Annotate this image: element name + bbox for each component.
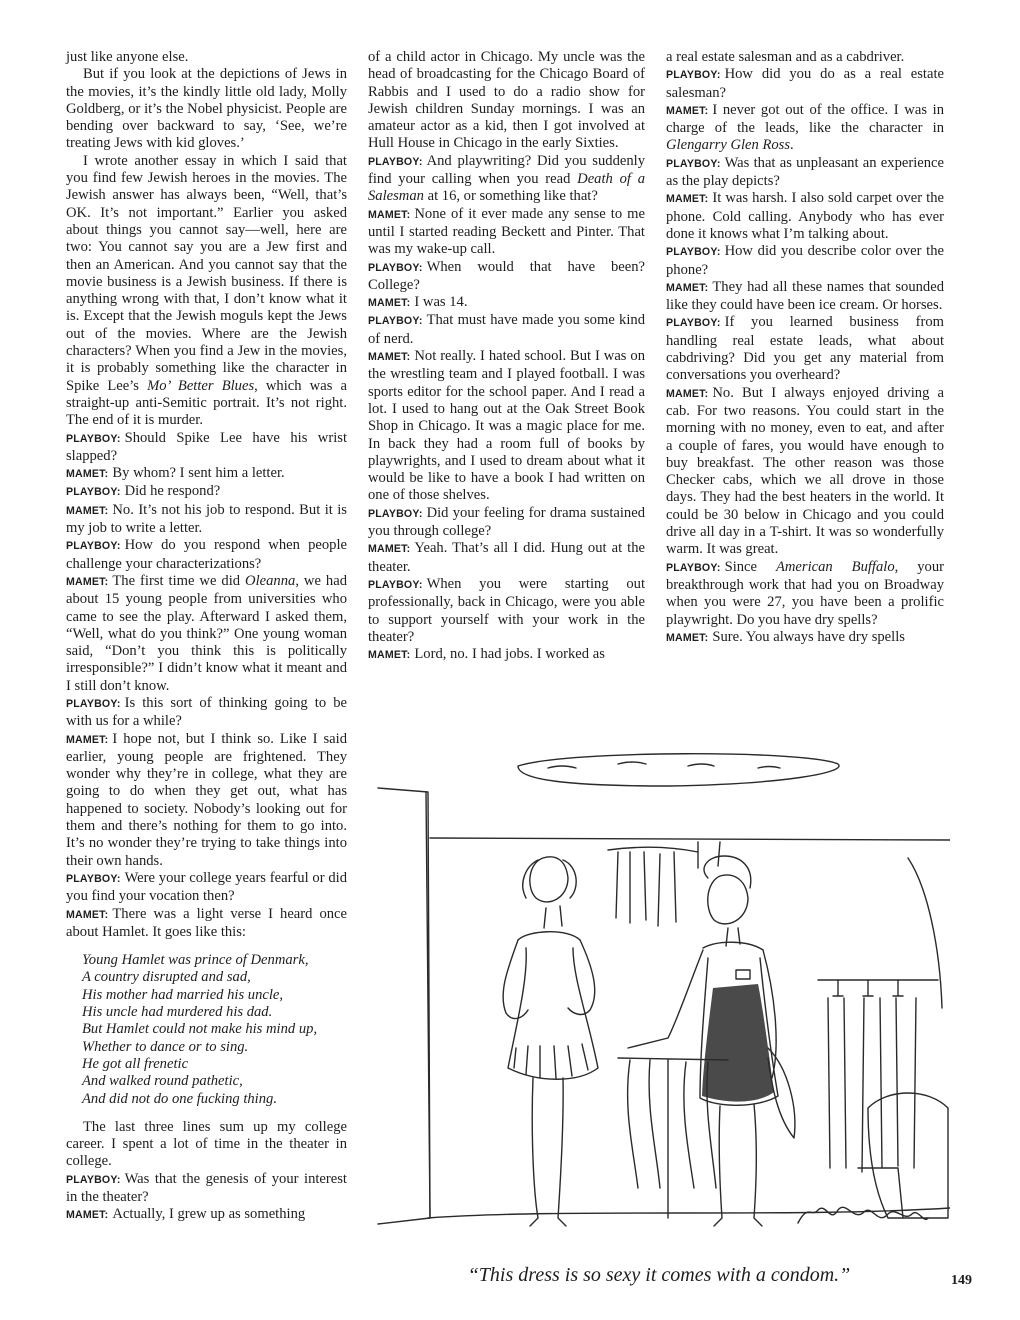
paragraph-text: How do you respond when people challenge your characterizations? bbox=[66, 537, 347, 572]
paragraph-text: That must have made you some kind of nerd. bbox=[368, 312, 645, 347]
paragraph-text: Sure. You always have dry spells bbox=[712, 628, 905, 645]
italic-title: Death of a Salesman bbox=[368, 171, 645, 205]
paragraph-text: No. But I always enjoyed driving a cab. For two reasons. You could start in the morning with no money, even to eat, and after a couple of fares, you would have enough to buy breakfast. The other reason was those Checker cabs, which we all drove in those days. They had the best heaters in the world. It could be 30 below in Chicago and you could drive all day in a T-shirt. It was so wonderfully warm. It was great. bbox=[666, 384, 944, 558]
speaker-mamet: MAMET: bbox=[66, 504, 109, 517]
interview-paragraph bbox=[666, 559, 944, 629]
speaker-playboy: PLAYBOY: bbox=[368, 507, 423, 520]
paragraph-text: Was that as unpleasant an experience as the play depicts? bbox=[666, 154, 944, 190]
interview-paragraph bbox=[66, 1171, 347, 1207]
speaker-mamet: MAMET: bbox=[66, 733, 109, 746]
speaker-playboy: PLAYBOY: bbox=[66, 432, 121, 445]
speaker-playboy: PLAYBOY: bbox=[368, 155, 423, 168]
speaker-mamet: MAMET: bbox=[666, 193, 709, 206]
paragraph-text: But if you look at the depictions of Jews in the movies, it’s the kindly little old lady, Molly Goldberg, or it’s the Nobel physicist. People are bending over backward to say, ‘See, we’re treating Jews with kid gloves.’ bbox=[66, 66, 347, 152]
paragraph-text: Since bbox=[724, 558, 776, 575]
paragraph-text: Not really. I hated school. But I was on the wrestling team and I played football. I was sports editor for the school paper. And I read a lot. I used to hang out at the Oak Street Book Shop in Chicago. It was a magic place for me. In back they had a room full of books by playwrights, and I used to dream about what it would be like to have a book I had written on one of those shelves. bbox=[368, 348, 645, 504]
paragraph-text: , which was a straight-up anti-Semitic portrait. It’s not right. The end of it is murder. bbox=[66, 377, 347, 429]
speaker-playboy: PLAYBOY: bbox=[66, 540, 121, 553]
speaker-mamet: MAMET: bbox=[66, 908, 109, 921]
interview-paragraph bbox=[666, 66, 944, 102]
paragraph-text: , we had about 15 young people from universities who came to see the play. Afterward I asked them, “Well, what do you think?” One young woman said, “Don’t you think this is politically irresponsible?” I didn’t know what it meant and I still don’t know. bbox=[66, 572, 347, 694]
interview-paragraph bbox=[666, 243, 944, 279]
paragraph-text: And playwriting? Did you suddenly find your calling when you read bbox=[368, 152, 645, 188]
paragraph-text: Should Spike Lee have his wrist slapped? bbox=[66, 429, 347, 464]
interview-paragraph bbox=[66, 430, 347, 466]
interview-paragraph bbox=[368, 312, 645, 348]
paragraph-text: When you were starting out professionally, back in Chicago, were you able to support yourself with your work in the theater? bbox=[368, 575, 645, 645]
speaker-playboy: PLAYBOY: bbox=[666, 317, 721, 330]
speaker-mamet: MAMET: bbox=[368, 208, 411, 221]
text-column-1 bbox=[66, 49, 347, 1225]
paragraph-text: just like anyone else. bbox=[66, 49, 189, 65]
speaker-playboy: PLAYBOY: bbox=[666, 69, 721, 82]
interview-paragraph bbox=[666, 385, 944, 559]
body-paragraph bbox=[66, 153, 347, 430]
paragraph-text: Is this sort of thinking going to be with us for a while? bbox=[66, 694, 347, 730]
interview-paragraph bbox=[666, 279, 944, 315]
interview-paragraph bbox=[368, 576, 645, 646]
paragraph-text: By whom? I sent him a letter. bbox=[112, 465, 285, 482]
verse-line: He got all frenetic bbox=[82, 1055, 189, 1072]
speaker-playboy: PLAYBOY: bbox=[666, 561, 721, 574]
interview-paragraph bbox=[66, 573, 347, 695]
speaker-mamet: MAMET: bbox=[666, 281, 709, 294]
speaker-mamet: MAMET: bbox=[368, 351, 411, 364]
interview-paragraph bbox=[368, 259, 645, 295]
paragraph-text: Did your feeling for drama sustained you through college? bbox=[368, 504, 645, 540]
speaker-playboy: PLAYBOY: bbox=[666, 157, 721, 170]
paragraph-text: Yeah. That’s all I did. Hung out at the theater. bbox=[368, 540, 645, 575]
interview-paragraph bbox=[66, 906, 347, 942]
verse-line: A country disrupted and sad, bbox=[82, 969, 251, 986]
body-paragraph bbox=[66, 49, 347, 66]
verse-line: Young Hamlet was prince of Denmark, bbox=[82, 952, 309, 969]
interview-paragraph bbox=[66, 1206, 347, 1224]
interview-paragraph bbox=[368, 294, 645, 312]
interview-paragraph bbox=[66, 870, 347, 906]
paragraph-text: No. It’s not his job to respond. But it is my job to write a letter. bbox=[66, 501, 347, 537]
speaker-mamet: MAMET: bbox=[66, 468, 109, 481]
page-number: 149 bbox=[951, 1273, 972, 1288]
speaker-playboy: PLAYBOY: bbox=[368, 315, 423, 328]
interview-paragraph bbox=[666, 102, 944, 155]
paragraph-text: at 16, or something like that? bbox=[423, 188, 598, 205]
paragraph-text: Lord, no. I had jobs. I worked as bbox=[414, 646, 605, 663]
paragraph-text: How did you do as a real estate salesman? bbox=[666, 66, 944, 101]
text-column-3 bbox=[666, 49, 944, 647]
verse-line: And walked round pathetic, bbox=[82, 1073, 243, 1090]
interview-paragraph bbox=[666, 314, 944, 384]
speaker-playboy: PLAYBOY: bbox=[66, 697, 121, 710]
paragraph-text: If you learned business from handling real estate leads, what about cabdriving? Did you get any material from conversations you overheard? bbox=[666, 314, 944, 384]
speaker-mamet: MAMET: bbox=[66, 575, 109, 588]
paragraph-text: I wrote another essay in which I said that you find few Jewish heroes in the movies. The Jewish answer has always been, “Well, that’s OK. It’s not important.” Earlier you asked about things you cannot say—well, here are two: You cannot say you are a Jew first and then an American. And you cannot say that the movie business is a Jewish business. If there is anything wrong with that, I don’t know what it is. Except that the Jewish moguls kept the Jews out of the movies. Where are the Jewish characters? When you find a Jew in the movies, it is probably something like the character in Spike Lee’s bbox=[66, 152, 347, 394]
speaker-mamet: MAMET: bbox=[666, 631, 709, 644]
verse-line: But Hamlet could not make his mind up, bbox=[82, 1021, 318, 1038]
body-paragraph bbox=[368, 49, 645, 153]
interview-paragraph bbox=[66, 695, 347, 731]
speaker-playboy: PLAYBOY: bbox=[66, 486, 121, 499]
cartoon-illustration bbox=[368, 748, 950, 1260]
interview-paragraph bbox=[66, 731, 347, 870]
speaker-playboy: PLAYBOY: bbox=[368, 578, 423, 591]
paragraph-text: a real estate salesman and as a cabdriver. bbox=[666, 49, 905, 65]
paragraph-text: , your breakthrough work that had you on Broadway when you were 27, you have been a prolific playwright. Do you have dry spells? bbox=[666, 558, 944, 628]
paragraph-text: Were your college years fearful or did you find your vocation then? bbox=[66, 869, 347, 905]
speaker-playboy: PLAYBOY: bbox=[66, 872, 121, 885]
paragraph-text: None of it ever made any sense to me until I started reading Beckett and Pinter. That was my wake-up call. bbox=[368, 205, 645, 258]
speaker-mamet: MAMET: bbox=[666, 387, 709, 400]
paragraph-text: They had all these names that sounded like they could have been ice cream. Or horses. bbox=[666, 278, 944, 314]
paragraph-text: I never got out of the office. I was in charge of the leads, like the character in bbox=[666, 101, 944, 137]
paragraph-text: Did he respond? bbox=[124, 483, 221, 500]
interview-paragraph bbox=[66, 483, 347, 501]
body-paragraph bbox=[66, 66, 347, 152]
interview-paragraph bbox=[666, 629, 944, 647]
paragraph-text: How did you describe color over the phone? bbox=[666, 243, 944, 278]
paragraph-text: Was that the genesis of your interest in the theater? bbox=[66, 1170, 347, 1205]
italic-title: Glengarry Glen Ross bbox=[666, 137, 791, 154]
verse-block bbox=[82, 952, 347, 1108]
paragraph-text: There was a light verse I heard once about Hamlet. It goes like this: bbox=[66, 905, 347, 940]
paragraph-text: When would that have been? College? bbox=[368, 258, 645, 293]
verse-line: And did not do one fucking thing. bbox=[82, 1090, 277, 1107]
interview-paragraph bbox=[368, 540, 645, 576]
interview-paragraph bbox=[368, 646, 645, 664]
interview-paragraph bbox=[66, 537, 347, 573]
speaker-playboy: PLAYBOY: bbox=[66, 1173, 121, 1186]
italic-title: Oleanna bbox=[245, 572, 296, 589]
verse-line: Whether to dance or to sing. bbox=[82, 1038, 249, 1055]
speaker-mamet: MAMET: bbox=[368, 649, 411, 662]
interview-paragraph bbox=[66, 502, 347, 538]
speaker-playboy: PLAYBOY: bbox=[368, 261, 423, 274]
speaker-mamet: MAMET: bbox=[368, 543, 411, 556]
interview-paragraph bbox=[666, 155, 944, 191]
paragraph-text: It was harsh. I also sold carpet over the phone. Cold calling. Anybody who has ever done it knows what I’m talking about. bbox=[666, 190, 944, 242]
interview-paragraph bbox=[368, 348, 645, 505]
interview-paragraph bbox=[368, 206, 645, 259]
interview-paragraph bbox=[666, 190, 944, 243]
speaker-playboy: PLAYBOY: bbox=[666, 246, 721, 259]
text-column-2 bbox=[368, 49, 645, 664]
speaker-mamet: MAMET: bbox=[368, 297, 411, 310]
verse-line: His mother had married his uncle, bbox=[82, 986, 284, 1003]
italic-title: American Buffalo bbox=[775, 558, 895, 575]
paragraph-text: The first time we did bbox=[112, 572, 246, 589]
paragraph-text: of a child actor in Chicago. My uncle was the head of broadcasting for the Chicago Board of Rabbis and I used to do a radio show for Jewish children Sunday mornings. I was an amateur actor as a kid, then I got involved at Hull House in Chicago in the early Sixties. bbox=[368, 49, 645, 152]
body-paragraph bbox=[666, 49, 944, 66]
paragraph-text: I was 14. bbox=[414, 294, 468, 311]
speaker-mamet: MAMET: bbox=[66, 1209, 109, 1222]
paragraph-text: The last three lines sum up my college career. I spent a lot of time in the theater in college. bbox=[66, 1118, 347, 1170]
interview-paragraph bbox=[66, 465, 347, 483]
paragraph-text: Actually, I grew up as something bbox=[112, 1206, 306, 1223]
paragraph-text: I hope not, but I think so. Like I said earlier, young people are frightened. They wonder why they’re in college, what they are going to do when they get out, what has happened to society. Nobody’s looking out for them and there’s nothing for them to go into. It’s no wonder they’re trying to take things into their own hands. bbox=[66, 730, 347, 869]
interview-paragraph bbox=[368, 153, 645, 206]
italic-title: Mo’ Better Blues bbox=[147, 377, 255, 394]
body-paragraph bbox=[66, 1119, 347, 1171]
cartoon-caption: “This dress is so sexy it comes with a condom.” bbox=[467, 1264, 851, 1286]
paragraph-text: . bbox=[790, 137, 794, 154]
verse-line: His uncle had murdered his dad. bbox=[82, 1004, 273, 1021]
speaker-mamet: MAMET: bbox=[666, 104, 709, 117]
interview-paragraph bbox=[368, 505, 645, 541]
